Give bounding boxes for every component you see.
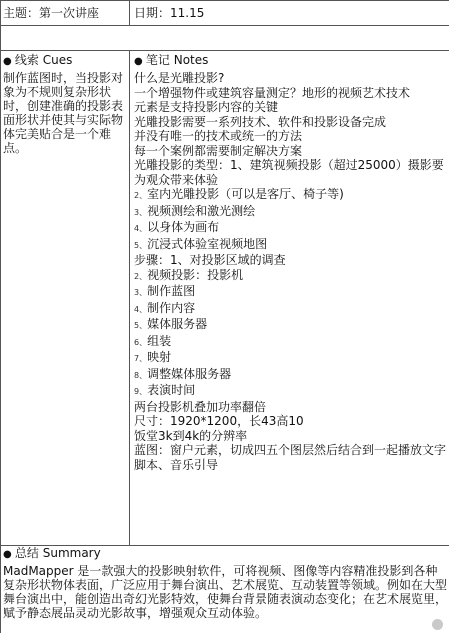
- type-item: [134, 237, 447, 254]
- step-item: [134, 383, 447, 400]
- blueprint-note: 蓝图：窗户元素，切成四五个图层然后结合到一起播放文字脚本、音乐引导: [134, 443, 447, 472]
- cues-title: [3, 53, 127, 69]
- step-item: [134, 268, 447, 285]
- item-number: 6、: [134, 337, 148, 347]
- item-text: 调整媒体服务器: [147, 366, 232, 381]
- bullet-icon: ●: [3, 549, 15, 560]
- step-item: [134, 301, 447, 318]
- item-text: 媒体服务器: [147, 317, 208, 331]
- subject-label: 主题：第一次讲座: [3, 6, 100, 20]
- step-item: [134, 284, 447, 301]
- item-number: 3、: [134, 207, 148, 217]
- summary-title-text: 总结 Summary: [14, 546, 101, 560]
- item-number: 4、: [134, 304, 148, 314]
- step-item: [134, 334, 447, 351]
- step-item: [134, 317, 447, 334]
- column-divider: [129, 51, 130, 545]
- date-label: 日期：11.15: [134, 6, 205, 20]
- note-line: 每一个案例都需要制定解决方案: [134, 143, 303, 158]
- item-text: 视频测绘和激光测绘: [147, 203, 256, 218]
- notes-title-text: 笔记 Notes: [145, 53, 209, 67]
- note-line: 并没有唯一的技术或统一的方法: [134, 129, 303, 143]
- item-text: 视频投影：投影机: [147, 267, 244, 282]
- types-intro: 光雕投影的类型：1、建筑视频投影（超过25000）摄影要为观众带来体验: [134, 158, 444, 187]
- item-text: 映射: [147, 350, 172, 364]
- type-item: [134, 220, 447, 237]
- item-number: 4、: [134, 224, 148, 233]
- item-text: 以身体为画布: [147, 220, 220, 234]
- cues-body: 制作蓝图时，当投影对象为不规则复杂形状时，创建准确的投影表面形状并使其与实际物体完美贴合是一个难点。: [3, 71, 124, 155]
- item-text: 表演时间: [147, 383, 196, 397]
- watermark-logo-icon: [432, 619, 443, 630]
- type-item: [134, 187, 447, 204]
- notes-title: [134, 53, 447, 69]
- item-text: 沉浸式体验室视频地图: [147, 236, 268, 251]
- summary-section: [1, 546, 449, 633]
- note-line: 尺寸：1920*1200，长43高10: [134, 414, 304, 428]
- cues-section: [3, 53, 127, 155]
- step-item: [134, 367, 447, 384]
- column-divider: [129, 1, 130, 25]
- cues-notes-row: [1, 51, 449, 546]
- type-item: [134, 204, 447, 221]
- item-number: 3、: [134, 288, 148, 297]
- item-text: 制作内容: [147, 300, 196, 315]
- note-line: 饭堂3k到4k的分辨率: [134, 428, 248, 443]
- item-number: 2、: [134, 191, 148, 200]
- summary-title: [3, 546, 449, 562]
- blank-row: [1, 25, 449, 51]
- header-row: [1, 0, 449, 26]
- item-text: 组装: [147, 333, 172, 348]
- note-line: 一个增强物件或建筑容量测定？地形的视频艺术技术: [134, 85, 411, 100]
- note-line: 元素是支持投影内容的关键: [134, 100, 279, 114]
- item-number: 8、: [134, 370, 148, 380]
- step-item: [134, 350, 447, 367]
- item-number: 5、: [134, 240, 148, 250]
- steps-intro: 步骤：1、对投影区域的调查: [134, 253, 286, 267]
- notes-section: [134, 53, 447, 472]
- note-line: 光雕投影需要一系列技术、软件和投影设备完成: [134, 114, 387, 129]
- bullet-icon: ●: [134, 56, 146, 67]
- note-line: 两台投影机叠加功率翻倍: [134, 399, 267, 414]
- summary-body: MadMapper 是一款强大的投影映射软件，可将视频、图像等内容精准投影到各种复杂形状物体表面，广泛应用于舞台演出、艺术展览、互动装置等领域。例如在大型舞台演出中，能创造出奇幻光影特效，使舞台背景随表演动态变化；在艺术展览里，赋予静态展品灵动光影故事，增强观众互动体验。: [3, 564, 448, 620]
- bullet-icon: ●: [3, 56, 15, 67]
- item-text: 室内光雕投影（可以是客厅、椅子等): [147, 187, 344, 201]
- item-number: 9、: [134, 387, 148, 396]
- cues-title-text: 线索 Cues: [14, 53, 73, 67]
- item-number: 5、: [134, 321, 148, 330]
- item-text: 制作蓝图: [147, 284, 196, 298]
- watermark: [432, 619, 443, 630]
- note-line: 什么是光雕投影?: [134, 71, 225, 85]
- item-number: 2、: [134, 271, 148, 281]
- item-number: 7、: [134, 354, 148, 363]
